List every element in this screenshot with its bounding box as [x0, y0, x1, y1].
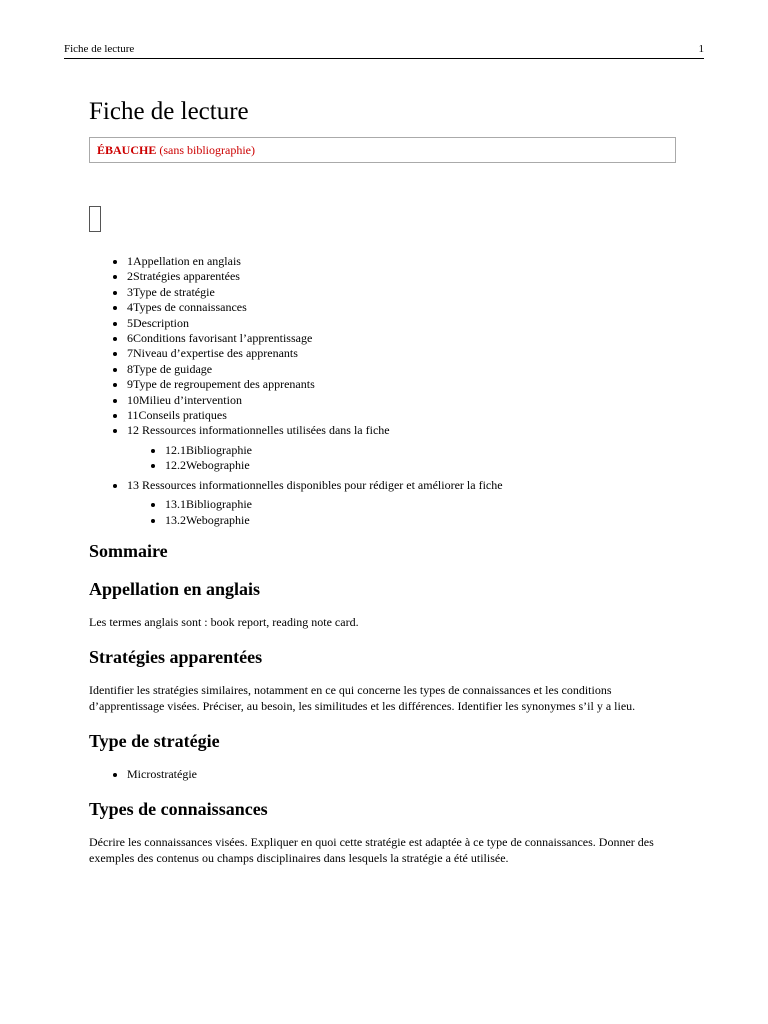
toc-item[interactable]: • 9Type de regroupement des apprenants [127, 377, 689, 392]
toc-subitem[interactable]: • 12.1Bibliographie [165, 443, 689, 458]
heading-sommaire: Sommaire [89, 540, 168, 561]
toc-item[interactable]: • 6Conditions favorisant l’apprentissage [127, 331, 689, 346]
stub-notice [89, 137, 676, 163]
toc-item[interactable]: • 10Milieu d’intervention [127, 393, 689, 408]
toc-item[interactable]: • 13 Ressources informationnelles disponibles pour rédiger et améliorer la fiche • 13.1Bibliographie • 13.2Webographie [127, 478, 689, 528]
toc-item[interactable]: • 2Stratégies apparentées [127, 269, 689, 284]
heading-appellation: Appellation en anglais [89, 578, 261, 599]
toc-item[interactable]: • 1Appellation en anglais [127, 254, 689, 269]
page-title: Fiche de lecture [89, 98, 249, 125]
page-number: 1 [698, 43, 704, 55]
toc-sublist [127, 443, 689, 474]
toc-subitem[interactable]: • 12.2Webographie [165, 458, 689, 473]
toc-item[interactable]: • 11Conseils pratiques [127, 408, 689, 423]
running-header-title: Fiche de lecture [64, 43, 135, 55]
strategies-text: Identifier les stratégies similaires, notamment en ce qui concerne les types de connaissances et les conditions d’apprentissage visées. Préciser, au besoin, les similitudes et les différences. Identifier les synonymes s’il y a lieu. [89, 682, 636, 713]
broken-image-icon [89, 206, 101, 232]
appellation-text: Les termes anglais sont : book report, reading note card. [89, 614, 359, 629]
list-item: • Microstratégie [127, 766, 689, 782]
stub-detail[interactable]: (sans bibliographie) [156, 143, 255, 157]
toc-item[interactable]: • 12 Ressources informationnelles utilisées dans la fiche • 12.1Bibliographie • 12.2Webographie [127, 423, 689, 473]
running-header [64, 43, 704, 59]
toc-subitem[interactable]: • 13.1Bibliographie [165, 497, 689, 512]
types-connaissances-text: Décrire les connaissances visées. Expliquer en quoi cette stratégie est adaptée à ce type de connaissances. Donner des exemples des contenus ou champs disciplinaires dans lesquels la stratégie a été utilisée. [89, 834, 654, 865]
heading-type-strategie: Type de stratégie [89, 730, 220, 751]
heading-types-connaissances: Types de connaissances [89, 798, 268, 819]
type-strategie-list [89, 766, 689, 782]
toc-item[interactable]: • 7Niveau d’expertise des apprenants [127, 346, 689, 361]
toc-item[interactable]: • 3Type de stratégie [127, 285, 689, 300]
toc-subitem[interactable]: • 13.2Webographie [165, 513, 689, 528]
toc-item[interactable]: • 5Description [127, 316, 689, 331]
toc-item[interactable]: • 8Type de guidage [127, 362, 689, 377]
heading-strategies: Stratégies apparentées [89, 646, 263, 667]
stub-label[interactable]: ÉBAUCHE [97, 143, 157, 157]
table-of-contents [89, 254, 689, 528]
toc-sublist [127, 497, 689, 528]
article-content [89, 96, 689, 866]
toc-item[interactable]: • 4Types de connaissances [127, 300, 689, 315]
